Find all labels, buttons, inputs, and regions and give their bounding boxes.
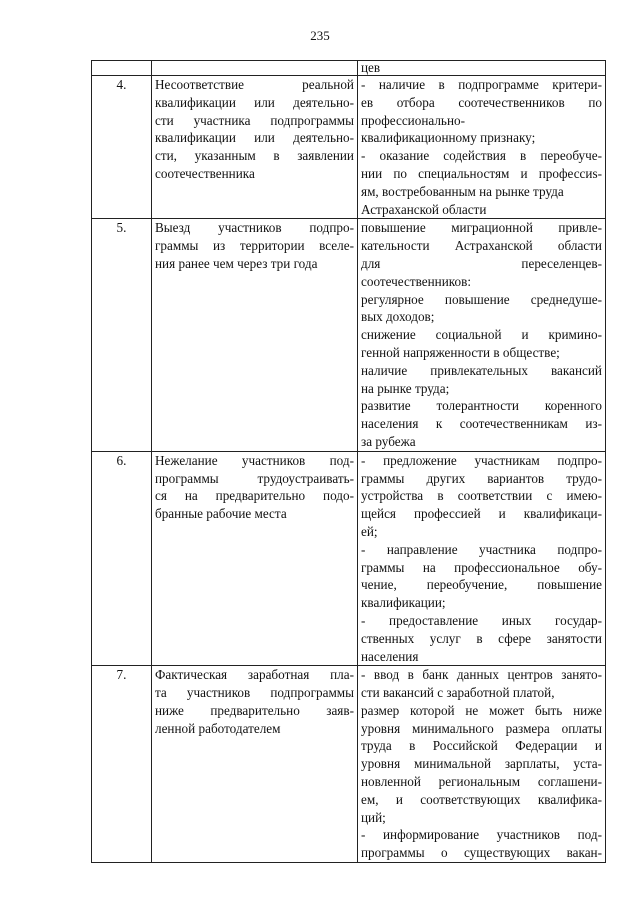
risk-line: соотечественника [155, 165, 255, 181]
measure-line: труда в Российской Федерации и [361, 738, 602, 754]
risk-line: ния ранее чем через три года [155, 255, 318, 271]
risk-measures-table [91, 60, 606, 863]
row-number: 4. [92, 76, 152, 219]
risk-line: квалификации или деятельно- [155, 130, 354, 146]
mitigation-measures [358, 219, 606, 451]
measure-line: ций; [361, 809, 386, 825]
mitigation-measures [358, 76, 606, 219]
measure-line: - направление участника подпро- [361, 541, 602, 557]
mitigation-measures [358, 451, 606, 666]
table-row [92, 451, 606, 666]
measure-line: ей; [361, 523, 378, 539]
measure-line: вых доходов; [361, 309, 435, 325]
measure-line: ев отбора соотечественников по [361, 94, 602, 110]
measure-line: квалификации; [361, 595, 446, 611]
risk-line: квалификации или деятельно- [155, 94, 354, 110]
risk-description [152, 76, 358, 219]
measure-line: населения к соотечественникам из- [361, 416, 602, 432]
measure-line: генной напряженности в обществе; [361, 344, 560, 360]
mitigation-measures [358, 666, 606, 863]
risk-line: бранные рабочие места [155, 506, 287, 522]
measure-line: развитие толерантности коренного [361, 398, 602, 414]
risk-line: сти, указанным в заявлении [155, 148, 354, 164]
page-number: 235 [310, 28, 330, 43]
risk-line: Фактическая заработная пла- [155, 667, 354, 683]
table-row [92, 76, 606, 219]
measure-line: повышение миграционной привле- [361, 220, 602, 236]
measure-line: граммы на профессиональное обу- [361, 559, 602, 575]
measure-line: щейся профессией и квалификаци- [361, 506, 602, 522]
measure-line: ственных услуг в сфере занятости [361, 630, 602, 646]
measure-line: регулярное повышение среднедуше- [361, 291, 602, 307]
table-cell-num [92, 61, 152, 76]
measure-line: наличие привлекательных вакансий [361, 362, 602, 378]
measure-line: - ввод в банк данных центров занято- [361, 667, 602, 683]
measure-line: - наличие в подпрограмме критери- [361, 77, 602, 92]
risk-line: сти участника подпрограммы [155, 112, 354, 128]
measure-line: населения [361, 648, 419, 664]
table-cell-measure [358, 61, 606, 76]
measure-line: сти вакансий с заработной платой, [361, 685, 555, 701]
table-row [92, 666, 606, 863]
row-number: 7. [92, 666, 152, 863]
measure-line: граммы других вариантов трудо- [361, 470, 602, 486]
measure-line: новленной региональным соглашени- [361, 774, 602, 790]
table-row-continuation [92, 61, 606, 76]
risk-line: Выезд участников подпро- [155, 220, 354, 236]
risk-description [152, 451, 358, 666]
risk-line: Нежелание участников под- [155, 452, 354, 468]
risk-line: та участников подпрограммы [155, 685, 354, 701]
row-number: 5. [92, 219, 152, 451]
measure-line: ем, и соответствующих квалифика- [361, 791, 602, 807]
measure-line: снижение социальной и кримино- [361, 327, 602, 343]
risk-description [152, 219, 358, 451]
measure-line: профессионально- [361, 112, 465, 128]
risk-line: граммы из территории вселе- [155, 238, 354, 254]
risk-line: ленной работодателем [155, 720, 281, 736]
measure-line: квалификационному признаку; [361, 130, 536, 146]
measure-line: ям, востребованным на рынке труда [361, 183, 564, 199]
measure-line: - оказание содействия в переобуче- [361, 148, 602, 164]
measure-line: - предоставление иных государ- [361, 612, 602, 628]
measure-line: для переселенцев- [361, 255, 602, 271]
measure-line: уровня минимальной зарплаты, уста- [361, 756, 602, 772]
risk-line: Несоответствие реальной [155, 77, 354, 92]
measure-line: нии по специальностям и профессиs- [361, 165, 602, 181]
table-row [92, 219, 606, 451]
table-cell-risk [152, 61, 358, 76]
measure-line: за рубежа [361, 433, 416, 449]
risk-description [152, 666, 358, 863]
measure-line: кательности Астраханской области [361, 238, 602, 254]
measure-line: программы о существующих вакан- [361, 845, 602, 861]
measure-line: соотечественников: [361, 273, 471, 289]
measure-line: - предложение участникам подпро- [361, 452, 602, 468]
risk-line: ниже предварительно заяв- [155, 702, 354, 718]
row-number: 6. [92, 451, 152, 666]
risk-line: программы трудоустраивать- [155, 470, 354, 486]
measure-line: уровня минимального размера оплаты [361, 720, 602, 736]
measure-line: на рынке труда; [361, 380, 450, 396]
measure-line: Астраханской области [361, 201, 487, 217]
measure-line: чение, переобучение, повышение [361, 577, 602, 593]
measure-line: размер которой не может быть ниже [361, 702, 602, 718]
measure-line: цев [361, 61, 381, 75]
measure-line: - информирование участников под- [361, 827, 602, 843]
measure-line: устройства в соответствии с имею- [361, 488, 602, 504]
risk-line: ся на предварительно подо- [155, 488, 354, 504]
